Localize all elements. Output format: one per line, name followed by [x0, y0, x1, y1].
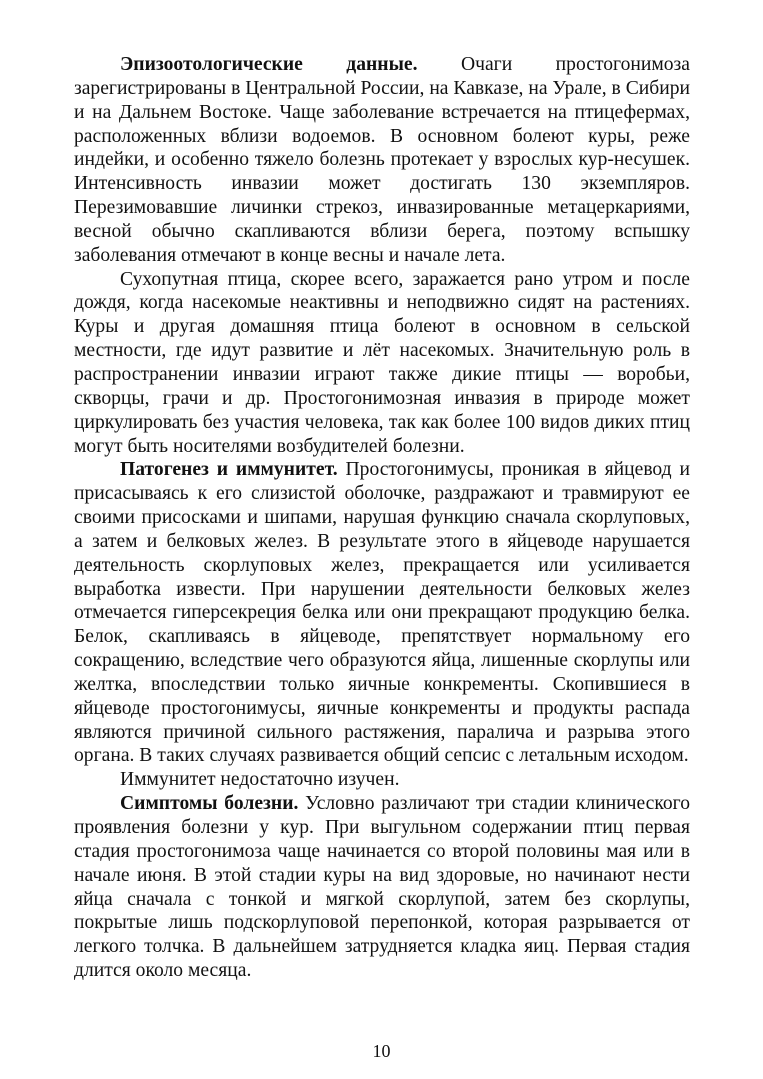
paragraph-infection: [74, 268, 690, 459]
paragraph-text: Сухопутная птица, скорее всего, заражается рано утром и после дождя, когда насекомые неактивны и неподвижно сидят на растениях. Куры и другая домашняя птица болеют в основном в сельской местности, где идут развитие и лёт насекомых. Значительную роль в распространении инвазии играют также дикие птицы — воробьи, скворцы, грачи и др. Простогонимозная инвазия в природе может циркулировать без участия человека, так как более 100 видов диких птиц могут быть носителями возбудителей болезни.: [74, 268, 690, 457]
paragraph-symptoms: [74, 792, 690, 983]
paragraph-text: Очаги простогонимоза зарегистрированы в Центральной России, на Кавказе, на Урале, в Сибири и на Дальнем Востоке. Чаще заболевание встречается на птицефермах, расположенных вблизи водоемов. В основном болеют куры, реже индейки, и особенно тяжело болезнь протекает у взрослых кур-несушек. Интенсивность инвазии может достигать 130 экземпляров. Перезимовавшие личинки стрекоз, инвазированные метацеркариями, весной обычно скапливаются вблизи берега, поэтому вспышку заболевания отмечают в конце весны и начале лета.: [74, 54, 690, 266]
paragraph-text: Условно различают три стадии клинического проявления болезни у кур. При выгульном содержании птиц первая стадия простогонимоза чаще начинается со второй половины мая или в начале июня. В этой стадии куры на вид здоровые, но начинают нести яйца сначала с тонкой и мягкой скорлупой, затем без скорлупы, покрытые лишь подскорлуповой перепонкой, которая разрывается от легкого толчка. В дальнейшем затрудняется кладка яиц. Первая стадия длится около месяца.: [74, 793, 690, 982]
paragraph-pathogenesis: [74, 458, 690, 768]
paragraph-epizootology: [74, 53, 690, 268]
heading-pathogenesis: Патогенез и иммунитет.: [120, 459, 338, 481]
page-number: 10: [372, 1041, 391, 1061]
paragraph-text: Иммунитет недостаточно изучен.: [120, 769, 400, 791]
page-body: [74, 53, 690, 983]
heading-epizootology: Эпизоотологические данные.: [120, 54, 418, 75]
paragraph-text: Простогонимусы, проникая в яйцевод и присасываясь к его слизистой оболочке, раздражают и травмируют ее своими присосками и шипами, нарушая функцию сначала скорлуповых, а затем и белковых желез. В результате этого в яйцеводе нарушается деятельность скорлуповых желез, прекращается или усиливается выработка извести. При нарушении деятельности белковых желез отмечается гиперсекреция белка или они прекращают продукцию белка. Белок, скапливаясь в яйцеводе, препятствует нормальному его сокращению, вследствие чего образуются яйца, лишенные скорлупы или желтка, впоследствии только яичные конкременты. Скопившиеся в яйцеводе простогонимусы, яичные конкременты и продукты распада являются причиной сильного растяжения, паралича и разрыва этого органа. В таких случаях развивается общий сепсис с летальным исходом.: [74, 459, 690, 767]
paragraph-immunity: [74, 768, 690, 792]
heading-symptoms: Симптомы болезни.: [120, 793, 299, 815]
